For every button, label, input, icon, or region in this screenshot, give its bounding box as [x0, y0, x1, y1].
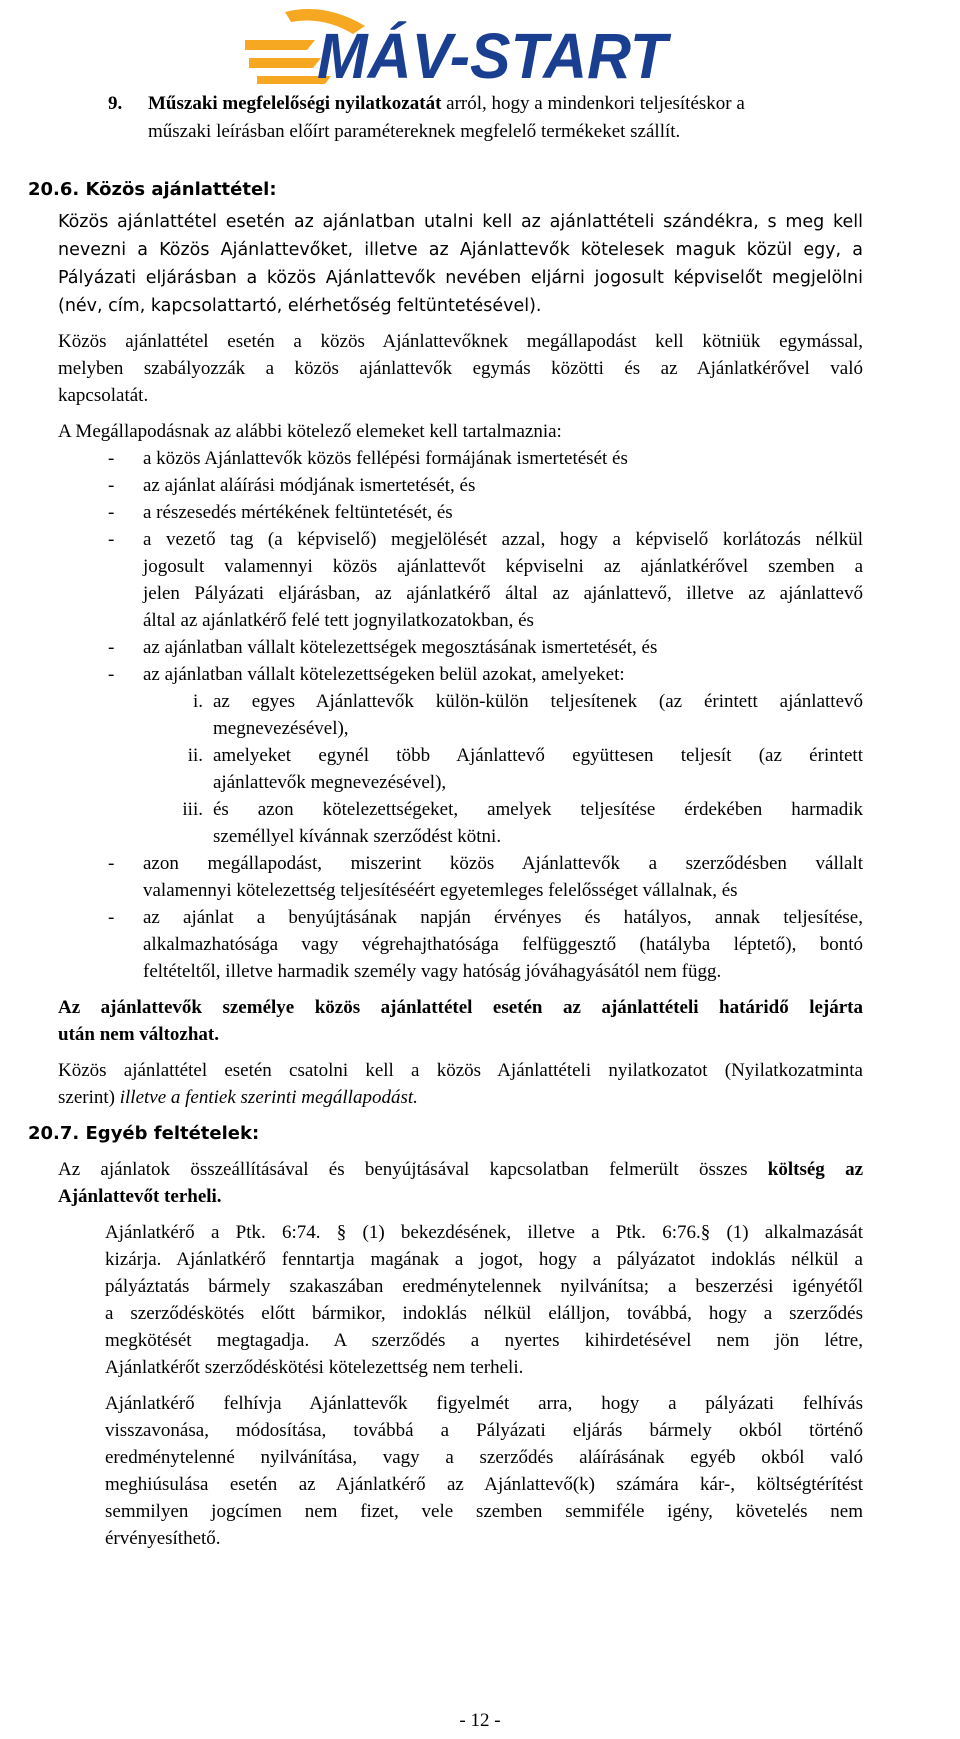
sub-ii-line: amelyeket egynél több Ajánlattevő együttesen teljesít (az érintett	[213, 745, 863, 766]
bullet-4-line: által az ajánlatkérő felé tett jognyilatkozatokban, és	[143, 610, 534, 631]
bold-notice-line: Az ajánlattevők személye közös ajánlattétel esetén az ajánlattételi határidő lejárta	[58, 997, 863, 1018]
sub-iii-line: és azon kötelezettségeket, amelyek teljesítése érdekében harmadik	[213, 799, 863, 820]
s2007-p2-line: érvényesíthető.	[105, 1528, 221, 1549]
bullet-dash: -	[108, 475, 115, 496]
s2006-last-line1: Közös ajánlattétel esetén csatolni kell a közös Ajánlattételi nyilatkozatot (Nyilatkozatminta	[58, 1060, 863, 1081]
s2007-p1-line: pályáztatás bármely szakaszában eredménytelennek nyilvánítsa; a beszerzési igényétől	[105, 1276, 863, 1297]
bullet-dash: -	[108, 637, 115, 658]
s2007-p2-line: semmilyen jogcímen nem fizet, vele szemben semmiféle igény, követelés nem	[105, 1501, 863, 1522]
bullet-dash: -	[108, 853, 115, 874]
bullet-dash: -	[108, 907, 115, 928]
page-number: - 12 -	[459, 1710, 501, 1731]
bullet-dash: -	[108, 448, 115, 469]
s2006-p1-line: Közös ajánlattétel esetén az ajánlatban utalni kell az ajánlattételi szándékra, s meg kell	[58, 212, 863, 232]
s2006-p1-line: Pályázati eljárásban a közös Ajánlattevők nevében eljárni jogosult képviselőt megjelölni	[58, 268, 863, 288]
logo-text: MÁV-START	[317, 20, 672, 86]
bullet-4-line: jogosult valamennyi közös ajánlattevőt képviselni az ajánlatkérővel szemben a	[143, 556, 863, 577]
s2007-p1-line: a szerződéskötés előtt bármikor, indoklás nélkül elálljon, továbbá, hogy a szerződés	[105, 1303, 863, 1324]
bullet-2: az ajánlat aláírási módjának ismertetését, és	[143, 475, 476, 496]
bullet-4-line: jelen Pályázati eljárásban, az ajánlatkérő által az ajánlattevő, illetve az ajánlattevő	[143, 583, 863, 604]
s2006-last-line2: szerint) illetve a fentiek szerinti megállapodást.	[58, 1087, 418, 1108]
bullet-6: az ajánlatban vállalt kötelezettségeken belül azokat, amelyeket:	[143, 664, 625, 685]
s2007-p1-line: Ajánlatkérő a Ptk. 6:74. § (1) bekezdésének, illetve a Ptk. 6:76.§ (1) alkalmazását	[105, 1222, 863, 1243]
sub-iii-line: személlyel kívánnak szerződést kötni.	[213, 826, 502, 847]
bullet-8-line: alkalmazhatósága vagy végrehajthatósága felfüggesztő (hatályba léptető), bontó	[143, 934, 863, 955]
s2007-intro-line1: Az ajánlatok összeállításával és benyújtásával kapcsolatban felmerült összes költség az	[58, 1159, 864, 1180]
mav-start-logo	[245, 4, 675, 86]
s2006-p2-line: kapcsolatát.	[58, 385, 149, 406]
bullet-7-line: valamennyi kötelezettség teljesítéséért egyetemleges felelősséget vállalnak, és	[143, 880, 738, 901]
s2006-p3: A Megállapodásnak az alábbi kötelező elemeket kell tartalmaznia:	[58, 421, 562, 442]
s2007-p1-line: Ajánlatkérőt szerződéskötési kötelezettség nem terheli.	[105, 1357, 524, 1378]
bullet-1: a közös Ajánlattevők közös fellépési formájának ismertetését és	[143, 448, 628, 469]
s2006-p2-line: melyben szabályozzák a közös ajánlattevők egymás közötti és az Ajánlatkérővel való	[58, 358, 863, 379]
bold-notice-line: után nem változhat.	[58, 1024, 219, 1045]
s2007-p1-line: megkötését megtagadja. A szerződés a nyertes kihirdetésével nem jön létre,	[105, 1330, 863, 1351]
s2006-p2-line: Közös ajánlattétel esetén a közös Ajánlattevőknek megállapodást kell kötniük egymással,	[58, 331, 863, 352]
heading-20-6: 20.6. Közös ajánlattétel:	[28, 179, 277, 200]
sub-i-line: az egyes Ajánlattevők külön-külön teljesítenek (az érintett ajánlattevő	[213, 691, 863, 712]
bullet-4-line: a vezető tag (a képviselő) megjelölését azzal, hogy a képviselő korlátozás nélkül	[143, 529, 863, 550]
s2007-p2-line: eredménytelenné nyilvánítása, vagy a szerződés aláírásának egyéb okból való	[105, 1447, 863, 1468]
bullet-8-line: az ajánlat a benyújtásának napján érvényes és hatályos, annak teljesítése,	[143, 907, 863, 928]
s2007-p2-line: Ajánlatkérő felhívja Ajánlattevők figyelmét arra, hogy a pályázati felhívás	[105, 1393, 863, 1414]
item9-line2: műszaki leírásban előírt paramétereknek megfelelő termékeket szállít.	[148, 121, 681, 142]
bullet-dash: -	[108, 502, 115, 523]
heading-20-7: 20.7. Egyéb feltételek:	[28, 1123, 260, 1144]
s2007-p2-line: visszavonása, módosítása, továbbá a Pályázati eljárás bármely okból történő	[105, 1420, 863, 1441]
sub-i-line: megnevezésével),	[213, 718, 349, 739]
bullet-dash: -	[108, 529, 115, 550]
s2007-p1-line: kizárja. Ajánlatkérő fenntartja magának a jogot, hogy a pályázatot indoklás nélkül a	[105, 1249, 863, 1270]
s2007-p2-line: meghiúsulása esetén az Ajánlatkérő az Ajánlattevő(k) számára kár-, költségtérítést	[105, 1474, 863, 1495]
bullet-3: a részesedés mértékének feltüntetését, és	[143, 502, 453, 523]
item9-number: 9.	[108, 93, 123, 114]
bullet-8-line: feltételtől, illetve harmadik személy vagy hatóság jóváhagyásától nem függ.	[143, 961, 722, 982]
s2006-p1-line: (név, cím, kapcsolattartó, elérhetőség feltüntetésével).	[58, 296, 542, 316]
bullet-dash: -	[108, 664, 115, 685]
sub-iii-number: iii.	[182, 799, 203, 820]
sub-ii-number: ii.	[187, 745, 203, 766]
s2007-intro-line2: Ajánlattevőt terheli.	[58, 1186, 222, 1207]
sub-i-number: i.	[192, 691, 203, 712]
bullet-5: az ajánlatban vállalt kötelezettségek megosztásának ismertetését, és	[143, 637, 658, 658]
item9-line1: Műszaki megfelelőségi nyilatkozatát arról, hogy a mindenkori teljesítéskor a	[148, 93, 745, 114]
bullet-7-line: azon megállapodást, miszerint közös Ajánlattevők a szerződésben vállalt	[143, 853, 863, 874]
sub-ii-line: ajánlattevők megnevezésével),	[213, 772, 447, 793]
s2006-p1-line: nevezni a Közös Ajánlattevőket, illetve az Ajánlattevők kötelesek maguk közül egy, a	[58, 240, 863, 260]
